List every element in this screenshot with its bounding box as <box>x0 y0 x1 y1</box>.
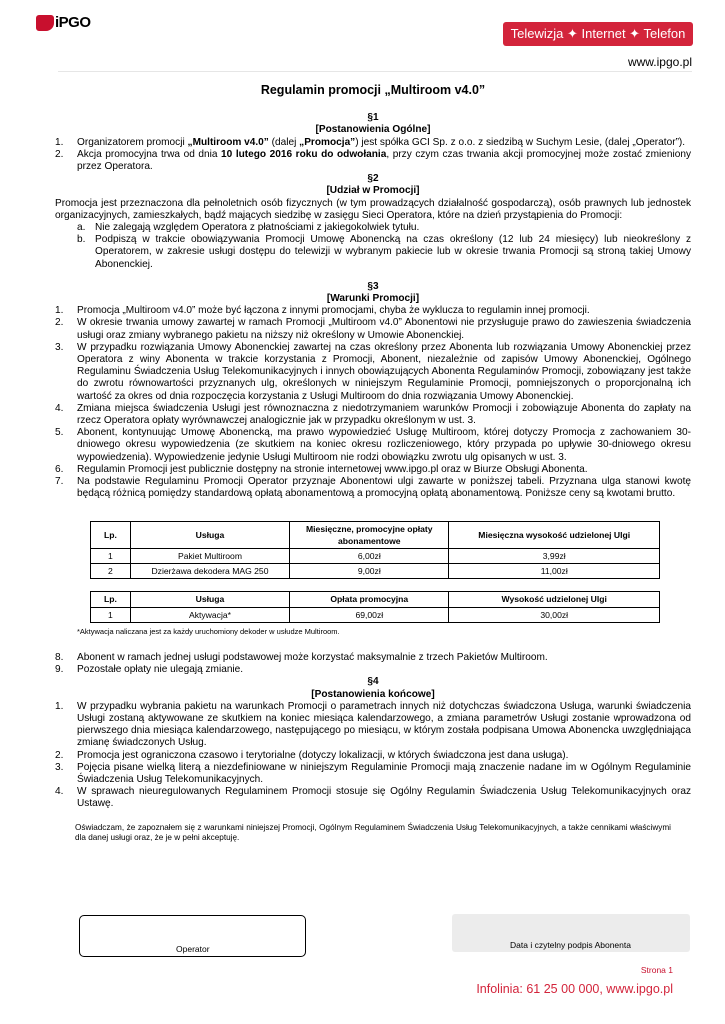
section-3-list <box>55 305 691 500</box>
table-row: 1 Pakiet Multiroom 6,00zł 3,99zł <box>91 548 660 563</box>
list-item: 4. Zmiana miejsca świadczenia Usługi jest równoznaczna z niedotrzymaniem warunków Promocji i zobowiązuje Abonenta do zapłaty na rzecz Operatora opłaty wyrównawczej analogicznie jak w przypadku określonym w ust. 3. <box>55 402 691 427</box>
operator-signature-label: Operator <box>176 944 210 954</box>
section-4-title: [Postanowienia końcowe] <box>311 688 435 700</box>
table-row: 2 Dzierżawa dekodera MAG 250 9,00zł 11,00zł <box>91 564 660 579</box>
list-item: 2. Akcja promocyjna trwa od dnia 10 lutego 2016 roku do odwołania, przy czym czas trwania akcji promocyjnej może zostać zmieniony przez Operatora. <box>55 148 691 173</box>
list-item: 2. Promocja jest ograniczona czasowo i terytorialne (dotyczy lokalizacji, w których świadczona jest dana usługa). <box>55 749 569 761</box>
list-item: 3. Pojęcia pisane wielką literą a niezdefiniowane w niniejszym Regulaminie Promocji mają znaczenie nadane im w Ogólnym Regulaminie Świadczenia Usług Telekomunikacyjnych. <box>55 761 691 785</box>
header-website: www.ipgo.pl <box>627 55 692 69</box>
list-item: 1. W przypadku wybrania pakietu na warunkach Promocji o parametrach innych niż dotychczas świadczona Usługa, warunki świadczenia Usługi zostaną aktywowane ze skutkiem na koniec miesiąca kalendarzowego, a zmiana parametrów Usługi zostanie wprowadzona od pierwszego dnia miesiąca kalendarzowego, następującego po miesiącu, w którym została podpisana Umowa Abonencka uwzględniająca zmianę świadczonych Usług. <box>55 700 691 749</box>
list-item: 6. Regulamin Promocji jest publicznie dostępny na stronie internetowej www.ipgo.pl oraz w Biurze Obsługi Abonenta. <box>55 463 588 475</box>
discount-table <box>90 521 660 580</box>
list-item: 1. Promocja „Multiroom v4.0” może być łączona z innymi promocjami, chyba że wyklucza to regulamin innej promocji. <box>55 305 590 317</box>
section-2-title: [Udział w Promocji] <box>326 185 420 197</box>
document-title: Regulamin promocji „Multiroom v4.0” <box>260 83 486 97</box>
activation-footnote: *Aktywacja naliczana jest za każdy uruchomiony dekoder w usłudze Multiroom. <box>77 626 340 636</box>
services-banner: Telewizja ✦ Internet ✦ Telefon <box>503 22 693 46</box>
section-1-title: [Postanowienia Ogólne] <box>315 124 431 136</box>
section-3-list-continued <box>55 652 691 676</box>
list-item: 8. Abonent w ramach jednej usługi podstawowej może korzystać maksymalnie z trzech Pakietów Multiroom. <box>55 651 548 663</box>
list-item: 2. W okresie trwania umowy zawartej w ramach Promocji „Multiroom v4.0” Abonentowi nie przysługuje prawo do zawieszenia świadczenia usługi oraz zmiany wybranego pakietu na niższy niż określony w Umowie Abonenckiej. <box>55 317 691 341</box>
document-body <box>55 80 691 844</box>
table-header-row: Lp. Usługa Miesięczne, promocyjne opłaty abonamentowe Miesięczna wysokość udzielonej Ulgi <box>91 521 660 548</box>
logo-mark-icon <box>36 15 54 31</box>
table-row: 1 Aktywacja* 69,00zł 30,00zł <box>91 607 660 622</box>
section-4-number: §4 <box>367 676 379 688</box>
list-item: b. Podpiszą w trakcie obowiązywania Promocji Umowę Abonencką na czas określony (12 lub 24 miesięcy) lub nieokreślony z Operatorem, w zakresie usługi dostępu do telewizji w wybranym pakiecie lub w okresie trwania Promocji są stroną takiej Umowy Abonenckiej. <box>77 234 691 270</box>
section-3-title: [Warunki Promocji] <box>326 293 420 305</box>
table-header-row: Lp. Usługa Opłata promocyjna Wysokość udzielonej Ulgi <box>91 592 660 607</box>
header-divider <box>58 71 692 72</box>
page-number: Strona 1 <box>640 965 673 975</box>
activation-table <box>90 591 660 622</box>
ipgo-logo <box>36 14 91 31</box>
footer-hotline: Infolinia: 61 25 00 000, www.ipgo.pl <box>476 982 673 996</box>
section-3-number: §3 <box>367 280 379 292</box>
list-item: 1. Organizatorem promocji „Multiroom v4.0” (dalej „Promocja”) jest spółka GCI Sp. z o.o. z siedzibą w Suchym Lesie, (dalej „Operator”). <box>55 136 686 148</box>
subscriber-signature-label: Data i czytelny podpis Abonenta <box>510 940 631 950</box>
logo-text: iPGO <box>55 14 91 31</box>
section-4-list <box>55 701 691 811</box>
section-2-intro: Promocja jest przeznaczona dla pełnoletnich osób fizycznych (w tym prowadzących działalność gospodarczą), osób prawnych lub jednostek organizacyjnych, zamieszkałych, bądź mających siedzibę w zasięgu Sieci Operatora, które na dzień przystąpienia do Promocji: <box>55 197 691 221</box>
list-item: 3. W przypadku rozwiązania Umowy Abonenckiej zawartej na czas określony przez Abonenta lub rozwiązania Umowy Abonenckiej przez Operatora z winy Abonenta w trakcie korzystania z Promocji, Abonent, niezależnie od zapisów Umowy Abonenckiej, Ogólnego Regulaminu Świadczenia Usług Telekomunikacyjnych i innych obowiązujących Abonenta Regulaminów Promocji, zobowiązany jest także do zwrotu równowartości przyznanych ulg, określonych w niniejszym Regulaminie Promocji, pomniejszonych o proporcjonalną ich wartość za okres od dnia rozpoczęcia korzystania z Usługi Multiroom do dnia rozwiązania Umowy Abonenckiej. <box>55 341 691 402</box>
acceptance-declaration: Oświadczam, że zapoznałem się z warunkami niniejszej Promocji, Ogólnym Regulaminem Świadczenia Usług Telekomunikacyjnych, a także cennikami właściwymi dla danej usługi oraz, że je w pełni akceptuję. <box>75 822 671 843</box>
list-item: 5. Abonent, kontynuując Umowę Abonencką, ma prawo wypowiedzieć Usługę Multiroom, której dotyczy Promocja z zachowaniem 30-dniowego okresu wypowiedzenia (ze skutkiem na koniec okresu rozliczeniowego, który przypada po upływie 30-dniowego okresu wypowiedzenia). Wypowiedzenie jedynie Usługi Multiroom nie rodzi obowiązku zwrotu ulg opisanych w ust. 3. <box>55 427 691 463</box>
section-2-list <box>55 222 691 271</box>
list-item: 9. Pozostałe opłaty nie ulegają zmianie. <box>55 664 244 676</box>
section-1-number: §1 <box>367 112 379 124</box>
list-item: 7. Na podstawie Regulaminu Promocji Operator przyznaje Abonentowi ulgi zawarte w poniższej tabeli. Przyznana ulga stanowi kwotę będącą różnicą pomiędzy standardową opłatą abonamentową a promocyjną opłatą abonamentową. Poniższe ceny są kwotami brutto. <box>55 476 691 500</box>
section-1-list <box>55 137 691 174</box>
section-2-number: §2 <box>367 173 379 185</box>
list-item: 4. W sprawach nieuregulowanych Regulaminem Promocji stosuje się Ogólny Regulamin Świadczenia Usług Telekomunikacyjnych oraz Ustawę. <box>55 786 691 810</box>
list-item: a. Nie zalegają względem Operatora z płatnościami z jakiegokolwiek tytułu. <box>77 222 420 234</box>
